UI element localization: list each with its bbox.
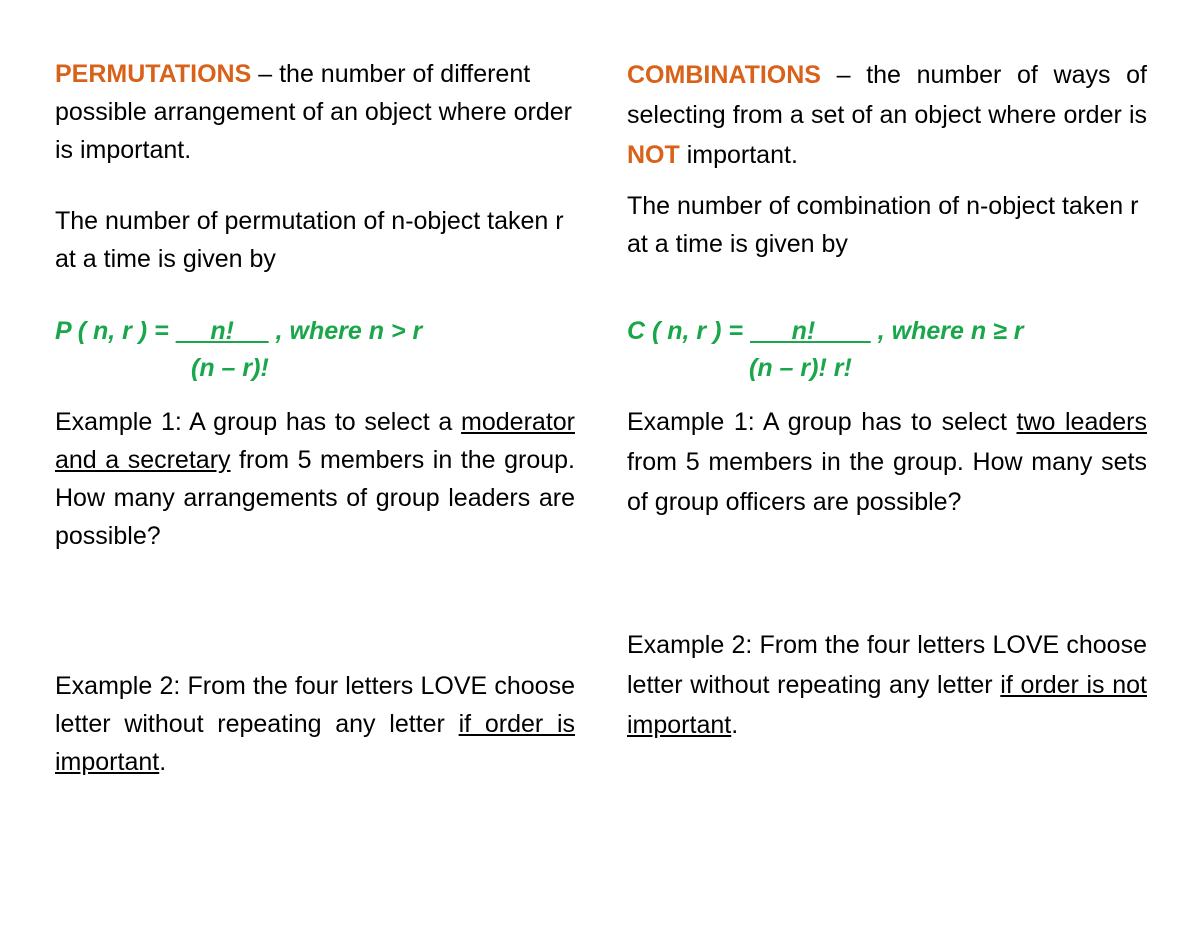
permutations-example-1-suffix: from 5 members in the group. How many arrangements of group leaders are possible? — [55, 446, 575, 550]
permutations-example-2-prefix: Example 2: From the four letters LOVE choose letter without repeating any letter — [55, 672, 575, 738]
permutations-example-2-suffix: . — [159, 748, 167, 776]
permutations-intro: The number of permutation of n-object taken r at a time is given by — [55, 207, 564, 273]
combinations-not-word: NOT — [627, 141, 680, 169]
combinations-example-1-prefix: Example 1: A group has to select — [627, 408, 1017, 436]
permutations-formula-lhs: P ( n, r ) = — [55, 317, 176, 345]
permutations-example-2 — [55, 667, 575, 781]
combinations-example-2 — [627, 625, 1147, 745]
combinations-keyword: COMBINATIONS — [627, 61, 821, 89]
combinations-example-1-suffix: from 5 members in the group. How many sets of group officers are possible? — [627, 448, 1147, 516]
permutations-formula-numerator: n! — [175, 317, 269, 345]
combinations-formula-condition: , where n ≥ r — [870, 317, 1024, 345]
combinations-example-2-prefix: Example 2: From the four letters LOVE choose letter without repeating any letter — [627, 631, 1147, 699]
combinations-example-2-suffix: . — [731, 711, 739, 739]
combinations-intro: The number of combination of n-object taken r at a time is given by — [627, 192, 1139, 258]
permutations-formula-condition: , where n > r — [268, 317, 423, 345]
permutations-definition — [55, 55, 575, 169]
permutations-definition-text: – the number of different possible arrangement of an object where order is important. — [55, 60, 572, 164]
combinations-formula — [627, 312, 1147, 382]
permutations-formula-denominator: (n – r)! — [191, 354, 269, 382]
permutations-example-1 — [55, 403, 575, 555]
combinations-definition — [627, 55, 1147, 175]
permutations-example-1-underlined: moderator and a secretary — [55, 408, 575, 474]
combinations-definition-text-1: – the number of ways of selecting from a set of an object where order is — [627, 61, 1147, 129]
combinations-definition-text-2: important. — [679, 141, 798, 169]
permutations-example-1-prefix: Example 1: A group has to select a — [55, 408, 462, 436]
combinations-example-1 — [627, 402, 1147, 522]
permutations-example-2-underlined: if order is important — [55, 710, 575, 776]
combinations-formula-lhs: C ( n, r ) = — [627, 317, 750, 345]
combinations-formula-denominator: (n – r)! r! — [749, 354, 852, 382]
combinations-example-2-underlined: if order is not important — [627, 671, 1147, 739]
permutations-keyword: PERMUTATIONS — [55, 60, 252, 88]
combinations-example-1-underlined: two leaders — [1016, 408, 1147, 436]
combinations-formula-numerator: n! — [749, 317, 871, 345]
permutations-formula — [55, 312, 575, 382]
